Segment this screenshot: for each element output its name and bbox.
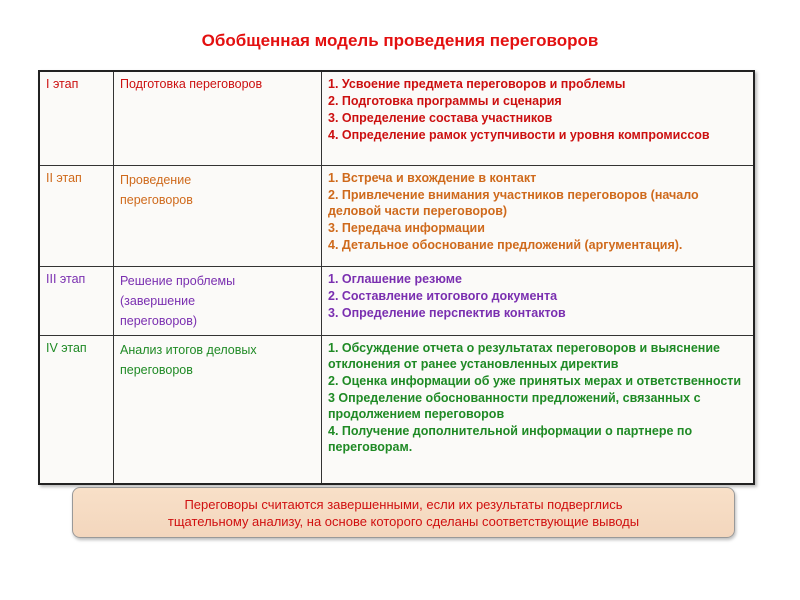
stage-items	[322, 336, 755, 485]
list-item: 2. Привлечение внимания участников переговоров (начало деловой части переговоров)	[328, 188, 699, 218]
stage-name-text: Решение проблемы (завершение переговоров)	[120, 274, 236, 328]
stage-label: III этап	[39, 267, 114, 336]
stage-name	[114, 166, 322, 267]
list-item: 1. Встреча и вхождение в контакт	[328, 171, 537, 185]
list-item: 2. Оценка информации об уже принятых мерах и ответственности	[328, 374, 742, 388]
stage-name	[114, 267, 322, 336]
list-item: 3. Определение перспектив контактов	[328, 306, 566, 320]
stage-name-text: Проведение переговоров	[120, 173, 193, 207]
negotiation-stages-table	[38, 70, 755, 485]
list-item: 2. Подготовка программы и сценария	[328, 94, 562, 108]
stage-name: Анализ итогов деловых переговоров	[114, 336, 322, 485]
list-item: 3. Определение состава участников	[328, 111, 553, 125]
stage-items	[322, 267, 755, 336]
stage-items	[322, 166, 755, 267]
table-row	[39, 267, 754, 336]
list-item: 4. Определение рамок уступчивости и уровня компромиссов	[328, 128, 710, 142]
table-row	[39, 336, 754, 485]
stage-items	[322, 71, 755, 166]
list-item: 4. Детальное обоснование предложений (аргументация).	[328, 238, 683, 252]
note-line: Переговоры считаются завершенными, если их результаты подверглись	[184, 496, 623, 512]
conclusion-note	[72, 487, 735, 538]
stage-label: I этап	[39, 71, 114, 166]
list-item: 1. Обсуждение отчета о результатах переговоров и выяснение отклонения от ранее установленных директив	[328, 341, 720, 371]
list-item: 1. Оглашение резюме	[328, 272, 462, 286]
page-title: Обобщенная модель проведения переговоров	[201, 31, 599, 50]
note-line: тщательному анализу, на основе которого сделаны соответствующие выводы	[167, 513, 640, 529]
table-row	[39, 166, 754, 267]
list-item: 4. Получение дополнительной информации о партнере по переговорам.	[328, 424, 693, 454]
list-item: 3 Определение обоснованности предложений, связанных с продолжением переговоров	[328, 391, 701, 421]
stage-label: II этап	[39, 166, 114, 267]
list-item: 1. Усвоение предмета переговоров и проблемы	[328, 77, 626, 91]
stage-label: IV этап	[39, 336, 114, 485]
table-row	[39, 71, 754, 166]
stage-name: Подготовка переговоров	[114, 71, 322, 166]
list-item: 3. Передача информации	[328, 221, 485, 235]
list-item: 2. Составление итогового документа	[328, 289, 558, 303]
